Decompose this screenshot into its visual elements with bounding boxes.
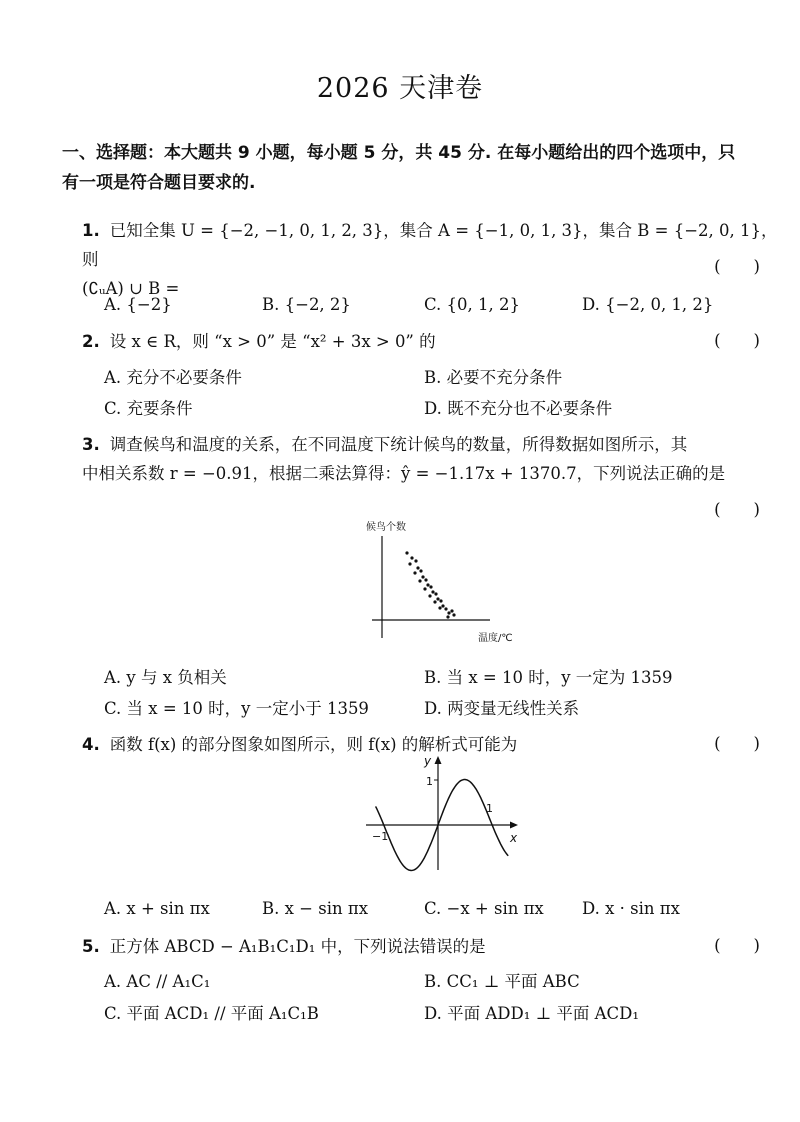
option-a: A. {−2} bbox=[104, 295, 172, 314]
scatter-point bbox=[434, 592, 437, 595]
option-b: B. CC₁ ⊥ 平面 ABC bbox=[424, 972, 580, 991]
question-text-line2: 中相关系数 r = −0.91，根据二乘法算得：ŷ = −1.17x + 1370.7，下列说法正确的是 bbox=[82, 464, 726, 483]
scatter-point bbox=[408, 562, 411, 565]
option-b: B. x − sin πx bbox=[262, 899, 369, 918]
answer-blank: ( ) bbox=[714, 734, 760, 753]
scatter-point bbox=[419, 569, 422, 572]
answer-blank: ( ) bbox=[714, 257, 760, 276]
scatter-point bbox=[446, 615, 449, 618]
question-3 bbox=[82, 430, 782, 488]
graph-x-arrow bbox=[510, 822, 518, 829]
question-text: 调查候鸟和温度的关系，在不同温度下统计候鸟的数量，所得数据如图所示，其 bbox=[109, 435, 688, 454]
answer-blank: ( ) bbox=[714, 936, 760, 955]
scatter-point bbox=[436, 597, 439, 600]
answer-blank: ( ) bbox=[714, 500, 760, 519]
scatter-ylabel: 候鸟个数 bbox=[366, 522, 406, 533]
option-b: B. 当 x = 10 时，y 一定为 1359 bbox=[424, 668, 673, 687]
option-b: B. {−2, 2} bbox=[262, 295, 351, 314]
question-text: 函数 f(x) 的部分图象如图所示，则 f(x) 的解析式可能为 bbox=[109, 735, 518, 754]
question-number: 5. bbox=[82, 937, 100, 956]
option-a: A. 充分不必要条件 bbox=[104, 368, 242, 387]
graph-tick-x-pos: 1 bbox=[486, 802, 493, 815]
scatter-point bbox=[424, 578, 427, 581]
question-number: 4. bbox=[82, 735, 100, 754]
option-d: D. {−2, 0, 1, 2} bbox=[582, 295, 714, 314]
scatter-point bbox=[423, 587, 426, 590]
scatter-point bbox=[418, 579, 421, 582]
scatter-point bbox=[444, 607, 447, 610]
question-2 bbox=[82, 327, 782, 356]
scatter-points bbox=[405, 551, 455, 618]
scatter-xlabel: 温度/℃ bbox=[478, 633, 513, 644]
option-d: D. 既不充分也不必要条件 bbox=[424, 399, 613, 418]
question-text: 已知全集 U = {−2, −1, 0, 1, 2, 3}，集合 A = {−1, 0, 1, 3}，集合 B = {−2, 0, 1}，则 bbox=[82, 221, 778, 269]
graph-tick-x-neg: −1 bbox=[372, 830, 389, 843]
page-title: 2026 天津卷 bbox=[316, 73, 484, 104]
graph-x-label: x bbox=[510, 831, 518, 845]
section-header-line1: 一、选择题：本大题共 9 小题，每小题 5 分，共 45 分. 在每小题给出的四个选项中，只 bbox=[62, 143, 736, 163]
question-text: 设 x ∈ R，则 “x > 0” 是 “x² + 3x > 0” 的 bbox=[109, 332, 436, 351]
option-a: A. AC // A₁C₁ bbox=[104, 972, 211, 991]
scatter-point bbox=[441, 604, 444, 607]
scatter-point bbox=[426, 583, 429, 586]
option-c: C. 平面 ACD₁ // 平面 A₁C₁B bbox=[104, 1004, 319, 1023]
scatter-point bbox=[450, 609, 453, 612]
option-a: A. y 与 x 负相关 bbox=[104, 668, 227, 687]
graph-y-arrow bbox=[435, 756, 442, 764]
scatter-figure bbox=[360, 520, 540, 645]
graph-tick-y: 1 bbox=[426, 775, 433, 788]
option-b: B. 必要不充分条件 bbox=[424, 368, 563, 387]
scatter-point bbox=[429, 585, 432, 588]
option-d: D. 两变量无线性关系 bbox=[424, 699, 580, 718]
question-number: 2. bbox=[82, 332, 100, 351]
scatter-point bbox=[439, 599, 442, 602]
question-5 bbox=[82, 932, 782, 961]
scatter-point bbox=[421, 575, 424, 578]
question-text-line2: (∁ᵤA) ∪ B = bbox=[82, 279, 180, 298]
scatter-point bbox=[438, 606, 441, 609]
section-header-line2: 有一项是符合题目要求的. bbox=[62, 173, 256, 193]
scatter-point bbox=[405, 551, 408, 554]
option-a: A. x + sin πx bbox=[104, 899, 210, 918]
scatter-point bbox=[414, 559, 417, 562]
graph-y-label: y bbox=[424, 754, 432, 768]
question-number: 1. bbox=[82, 221, 100, 240]
scatter-point bbox=[447, 611, 450, 614]
question-number: 3. bbox=[82, 435, 100, 454]
option-c: C. {0, 1, 2} bbox=[424, 295, 520, 314]
function-graph bbox=[360, 752, 530, 874]
option-d: D. x · sin πx bbox=[582, 899, 680, 918]
option-c: C. 当 x = 10 时，y 一定小于 1359 bbox=[104, 699, 369, 718]
section-header bbox=[62, 138, 782, 198]
option-c: C. 充要条件 bbox=[104, 399, 193, 418]
option-c: C. −x + sin πx bbox=[424, 899, 544, 918]
scatter-point bbox=[433, 600, 436, 603]
option-d: D. 平面 ADD₁ ⊥ 平面 ACD₁ bbox=[424, 1004, 639, 1023]
scatter-point bbox=[452, 613, 455, 616]
scatter-point bbox=[428, 594, 431, 597]
question-text: 正方体 ABCD − A₁B₁C₁D₁ 中，下列说法错误的是 bbox=[109, 937, 486, 956]
scatter-point bbox=[413, 571, 416, 574]
scatter-point bbox=[410, 556, 413, 559]
scatter-point bbox=[416, 566, 419, 569]
answer-blank: ( ) bbox=[714, 331, 760, 350]
scatter-point bbox=[431, 590, 434, 593]
